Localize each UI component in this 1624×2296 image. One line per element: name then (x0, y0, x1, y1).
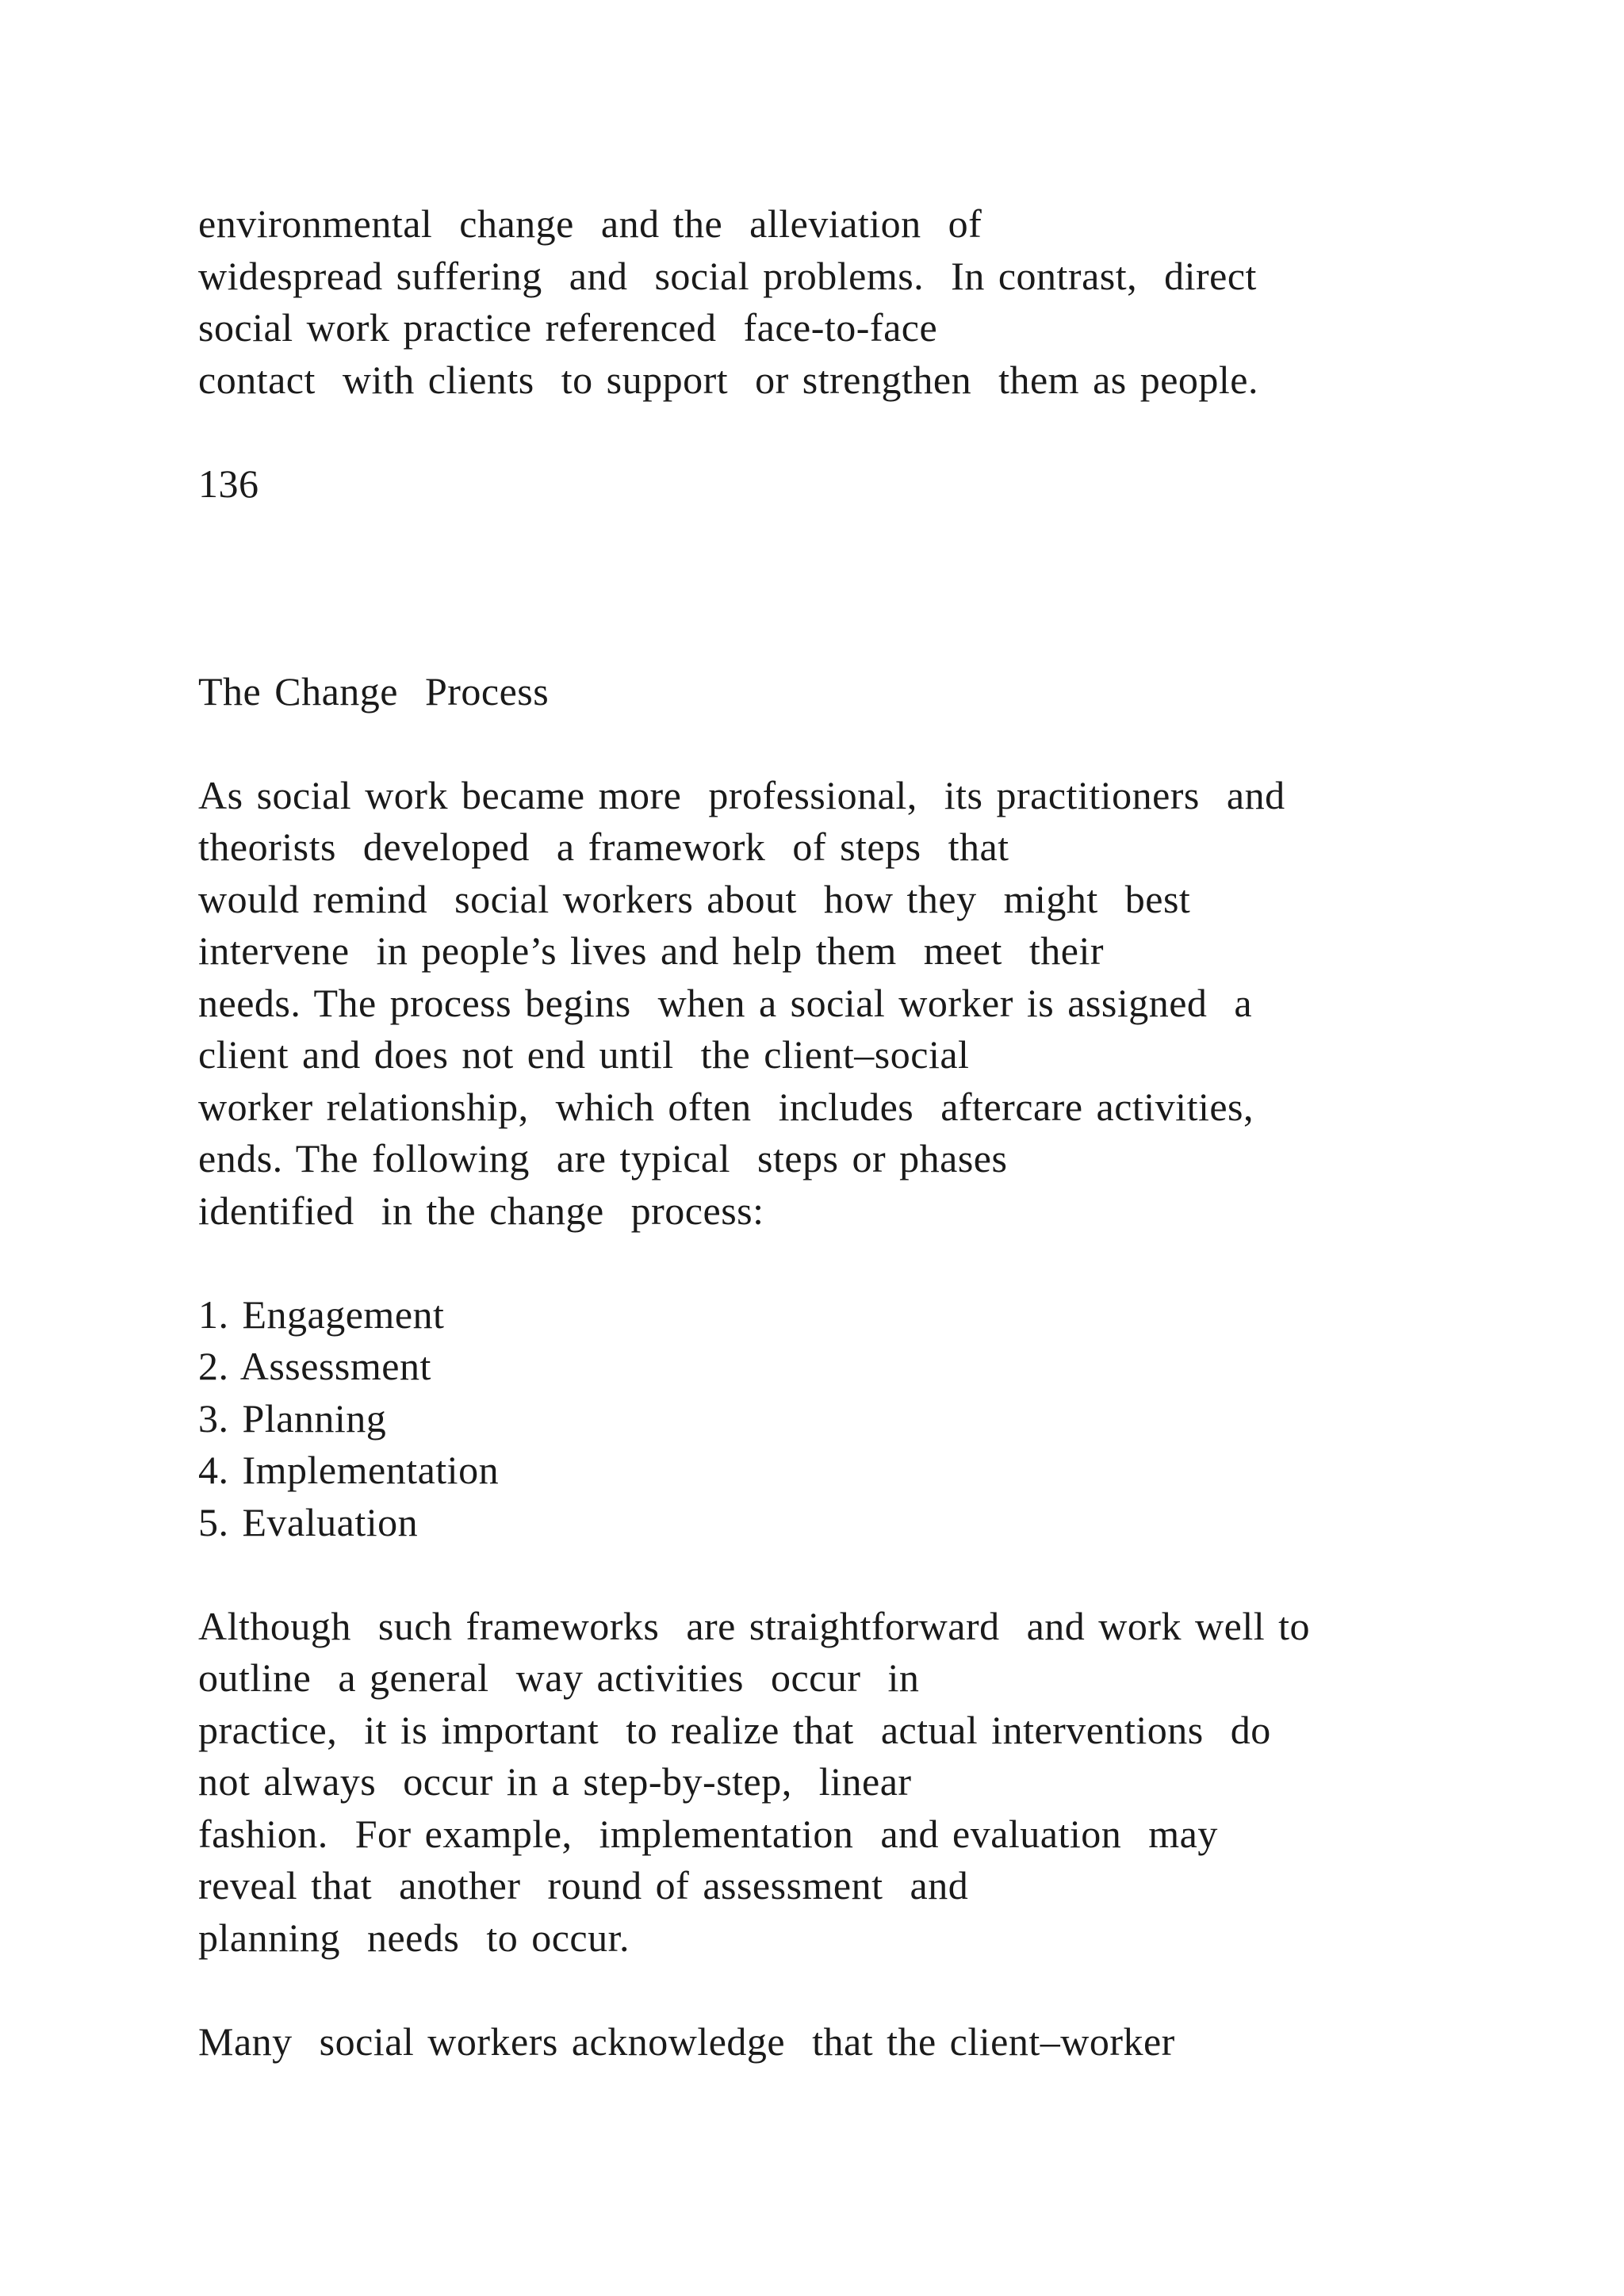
text-line: contact with clients to support or strengthen them as people. (198, 357, 1258, 402)
paragraph-client-worker (198, 2016, 1507, 2068)
document-body (198, 198, 1507, 2068)
text-line: ends. The following are typical steps or phases (198, 1136, 1008, 1181)
paragraph-framework (198, 770, 1507, 1238)
text-line: needs. The process begins when a social worker is assigned a (198, 980, 1253, 1025)
text-line: client and does not end until the client–social (198, 1032, 970, 1077)
text-line: intervene in people’s lives and help them meet their (198, 928, 1105, 973)
paragraph-intro (198, 198, 1507, 406)
text-line: worker relationship, which often includes aftercare activities, (198, 1084, 1254, 1129)
text-line: As social work became more professional, its practitioners and (198, 772, 1285, 817)
list-item: 5. Evaluation (198, 1499, 419, 1544)
steps-list (198, 1289, 1507, 1549)
text-line: Many social workers acknowledge that the client–worker (198, 2019, 1175, 2064)
text-line: practice, it is important to realize that actual interventions do (198, 1707, 1271, 1752)
section-heading: The Change Process (198, 668, 550, 714)
list-item: 3. Planning (198, 1395, 387, 1441)
text-line: Although such frameworks are straightforward and work well to (198, 1603, 1311, 1648)
list-item: 1. Engagement (198, 1292, 445, 1337)
list-item: 2. Assessment (198, 1344, 431, 1388)
text-line: theorists developed a framework of steps that (198, 825, 1009, 869)
text-line: reveal that another round of assessment and (198, 1863, 969, 1908)
text-line: identified in the change process: (198, 1188, 764, 1233)
text-line: would remind social workers about how they might best (198, 876, 1191, 921)
text-line: not always occur in a step-by-step, linear (198, 1759, 912, 1804)
text-line: social work practice referenced face-to-face (198, 305, 938, 350)
text-line: fashion. For example, implementation and evaluation may (198, 1811, 1218, 1856)
text-line: widespread suffering and social problems. In contrast, direct (198, 253, 1257, 298)
text-line: planning needs to occur. (198, 1915, 630, 1960)
list-item: 4. Implementation (198, 1448, 500, 1492)
page-number: 136 (198, 461, 259, 506)
text-line: outline a general way activities occur in (198, 1655, 920, 1700)
paragraph-frameworks-caveat (198, 1601, 1507, 1965)
text-line: environmental change and the alleviation of (198, 201, 982, 246)
